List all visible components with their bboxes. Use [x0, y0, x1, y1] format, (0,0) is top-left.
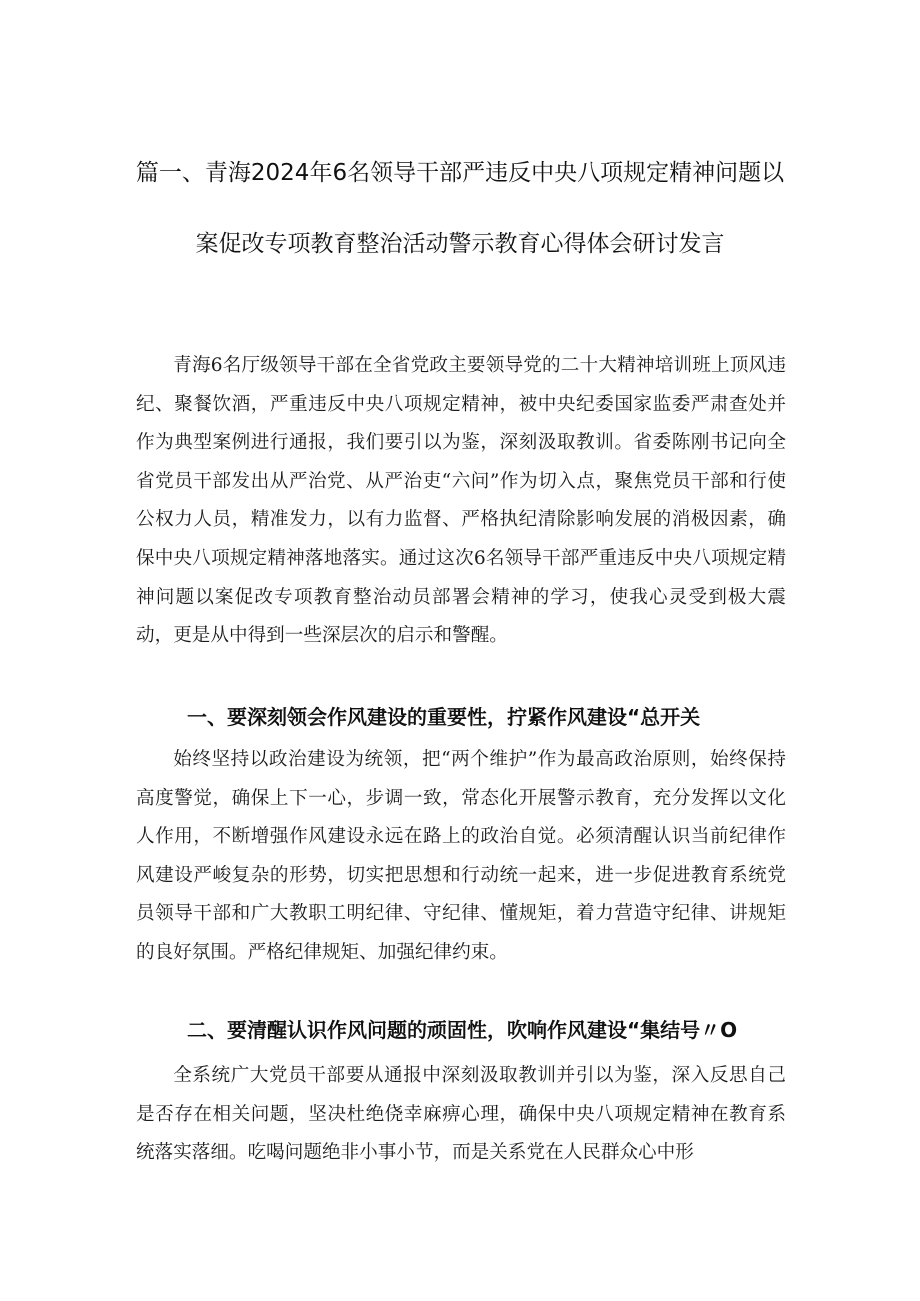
- body-paragraph-1: 青海6名厅级领导干部在全省党政主要领导党的二十大精神培训班上顶风违纪、聚餐饮酒，严重违反中央八项规定精神，被中央纪委国家监委严肃查处并作为典型案例进行通报，我们要引以为鉴，深刻汲取教训。省委陈刚书记向全省党员干部发出从严治党、从严治吏“六问”作为切入点，聚焦党员干部和行使公权力人员，精准发力，以有力监督、严格执纪清除影响发展的消极因素，确保中央八项规定精神落地落实。通过这次6名领导干部严重违反中央八项规定精神问题以案促改专项教育整治动员部署会精神的学习，使我心灵受到极大震动，更是从中得到一些深层次的启示和警醒。: [136, 355, 786, 647]
- body-paragraph-3: 全系统广大党员干部要从通报中深刻汲取教训并引以为鉴，深入反思自己是否存在相关问题，坚决杜绝侥幸麻痹心理，确保中央八项规定精神在教育系统落实落细。吃喝问题绝非小事小节，而是关系党在人民群众心中形: [136, 1065, 786, 1164]
- document-title-line-1: 篇一、青海2024年6名领导干部严违反中央八项规定精神问题以: [135, 160, 785, 186]
- document-title-line-2: 案促改专项教育整治活动警示教育心得体会研讨发言: [195, 231, 725, 257]
- section-heading-1: 一、要深刻领会作风建设的重要性，拧紧作风建设“总开关: [187, 705, 701, 729]
- body-paragraph-2: 始终坚持以政治建设为统领，把“两个维护”作为最高政治原则，始终保持高度警觉，确保上下一心，步调一致，常态化开展警示教育，充分发挥以文化人作用，不断增强作风建设永远在路上的政治自觉。必须清醒认识当前纪律作风建设严峻复杂的形势，切实把思想和行动统一起来，进一步促进教育系统党员领导干部和广大教职工明纪律、守纪律、懂规矩，着力营造守纪律、讲规矩的良好氛围。严格纪律规矩、加强纪律约束。: [136, 749, 786, 963]
- section-heading-2: 二、要清醒认识作风问题的顽固性，吹响作风建设“集结号〃O: [187, 1018, 738, 1042]
